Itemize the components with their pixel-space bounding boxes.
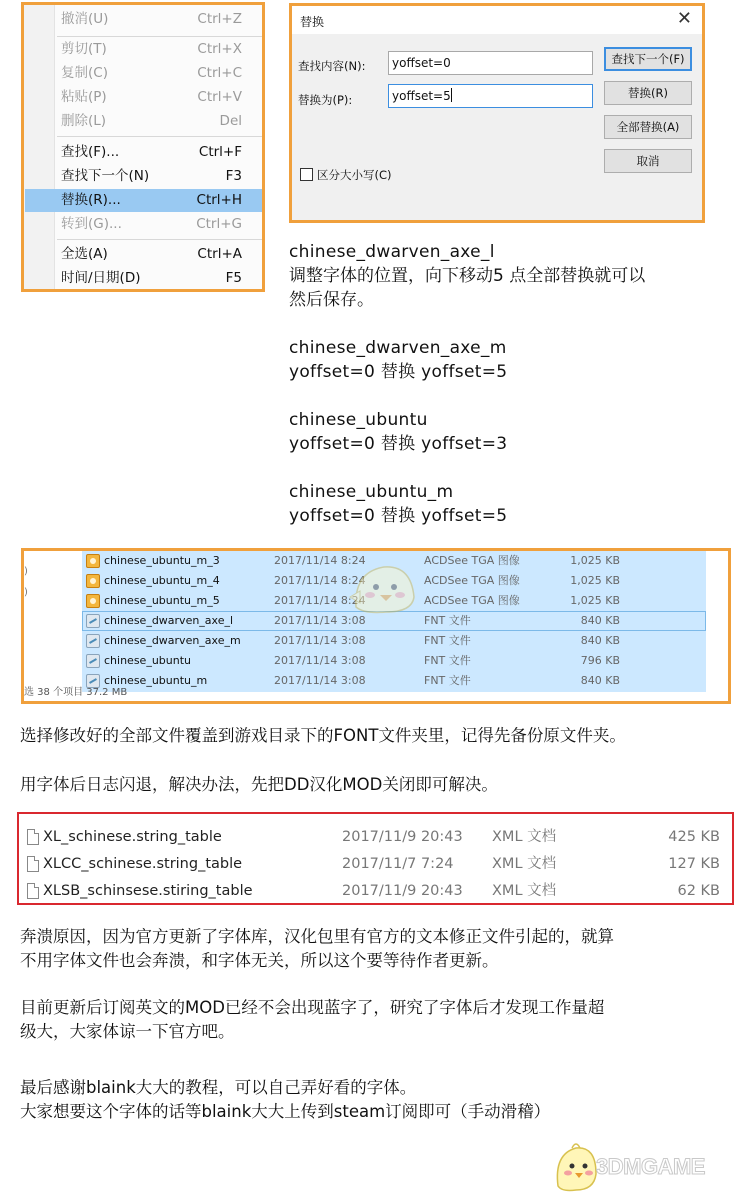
tree-marker: )	[24, 587, 28, 598]
cancel-button[interactable]: 取消	[604, 149, 692, 173]
menu-item-time-date[interactable]	[55, 267, 262, 290]
file-type: ACDSee TGA 图像	[424, 594, 520, 607]
menu-item-label: 撤消(U)	[61, 11, 109, 27]
instruction-line: yoffset=0 替换 yoffset=3	[289, 434, 508, 454]
file-date: 2017/11/14 8:24	[274, 574, 366, 587]
fnt-icon	[86, 614, 100, 628]
find-label: 查找内容(N):	[298, 59, 366, 73]
replace-input-value: yoffset=5	[392, 89, 451, 103]
xml-file-type: XML 文档	[492, 883, 557, 899]
menu-item-shortcut: F5	[225, 270, 242, 286]
file-type: FNT 文件	[424, 654, 471, 667]
file-type: FNT 文件	[424, 614, 471, 627]
file-type: ACDSee TGA 图像	[424, 554, 520, 567]
fnt-icon	[86, 634, 100, 648]
tga-icon	[86, 594, 100, 608]
instruction-line: yoffset=0 替换 yoffset=5	[289, 362, 508, 382]
replace-dialog	[289, 3, 705, 223]
match-case-label: 区分大小写(C)	[317, 168, 392, 182]
menu-item-cut[interactable]	[55, 38, 262, 61]
xml-file-row[interactable]	[19, 851, 732, 878]
menu-item-shortcut: Ctrl+X	[197, 41, 242, 57]
menu-item-label: 替换(R)...	[61, 192, 121, 208]
xml-file-size: 62 KB	[677, 883, 720, 899]
menu-item-paste[interactable]	[55, 86, 262, 109]
paragraph-thanks: 最后感谢blaink大大的教程，可以自己弄好看的字体。	[20, 1078, 417, 1097]
fnt-icon	[86, 654, 100, 668]
file-row[interactable]	[82, 671, 706, 691]
file-date: 2017/11/14 3:08	[274, 634, 366, 647]
paragraph-update-note: 级大，大家体谅一下官方吧。	[20, 1022, 235, 1041]
find-next-button[interactable]: 查找下一个(F)	[604, 47, 692, 71]
document-icon	[27, 856, 39, 872]
paragraph-update-note: 目前更新后订阅英文的MOD已经不会出现蓝字了，研究了字体后才发现工作量超	[20, 998, 605, 1017]
mascot-watermark-icon	[336, 557, 426, 617]
menu-item-select-all[interactable]	[55, 243, 262, 266]
font-name-ubuntu: chinese_ubuntu	[289, 410, 428, 430]
file-type: ACDSee TGA 图像	[424, 574, 520, 587]
menu-item-undo[interactable]	[55, 8, 262, 31]
xml-file-list	[17, 812, 734, 905]
menu-item-label: 复制(C)	[61, 65, 108, 81]
file-size: 840 KB	[580, 674, 620, 687]
file-name: chinese_ubuntu_m	[104, 674, 208, 687]
xml-file-name: XLCC_schinese.string_table	[43, 856, 243, 872]
paragraph-thanks: 大家想要这个字体的话等blaink大大上传到steam订阅即可（手动滑稽）	[20, 1102, 551, 1121]
menu-separator	[57, 36, 262, 37]
menu-item-label: 转到(G)...	[61, 216, 122, 232]
menu-item-label: 剪切(T)	[61, 41, 107, 57]
close-icon[interactable]: ✕	[676, 8, 692, 29]
file-date: 2017/11/14 3:08	[274, 674, 366, 687]
file-size: 840 KB	[580, 614, 620, 627]
file-name: chinese_ubuntu_m_4	[104, 574, 220, 587]
menu-item-shortcut: F3	[225, 168, 242, 184]
menu-separator	[57, 136, 262, 137]
file-date: 2017/11/14 3:08	[274, 654, 366, 667]
menu-gutter	[24, 5, 54, 289]
xml-file-date: 2017/11/9 20:43	[342, 829, 463, 845]
menu-item-label: 时间/日期(D)	[61, 270, 141, 286]
menu-item-shortcut: Ctrl+H	[196, 192, 242, 208]
document-icon	[27, 829, 39, 845]
mascot-logo-icon	[550, 1140, 600, 1194]
file-size: 1,025 KB	[570, 574, 620, 587]
menu-item-copy[interactable]	[55, 62, 262, 85]
instruction-line: yoffset=0 替换 yoffset=5	[289, 506, 508, 526]
menu-separator	[57, 239, 262, 240]
font-name-ubuntu-m: chinese_ubuntu_m	[289, 482, 454, 502]
edit-context-menu	[21, 2, 265, 292]
file-row[interactable]	[82, 651, 706, 671]
xml-file-type: XML 文档	[492, 856, 557, 872]
file-name: chinese_ubuntu_m_5	[104, 594, 220, 607]
file-date: 2017/11/14 3:08	[274, 614, 366, 627]
menu-item-shortcut: Ctrl+G	[196, 216, 242, 232]
menu-item-find[interactable]	[55, 141, 262, 164]
font-name-axe-m: chinese_dwarven_axe_m	[289, 338, 507, 358]
xml-file-size: 425 KB	[668, 829, 720, 845]
replace-label: 替换为(P):	[298, 93, 353, 107]
menu-items-container	[54, 5, 262, 289]
file-name: chinese_ubuntu_m_3	[104, 554, 220, 567]
file-name: chinese_ubuntu	[104, 654, 191, 667]
find-input-value: yoffset=0	[392, 56, 451, 70]
xml-file-date: 2017/11/9 20:43	[342, 883, 463, 899]
xml-file-name: XL_schinese.string_table	[43, 829, 222, 845]
paragraph-crash-reason: 不用字体文件也会奔溃，和字体无关，所以这个要等待作者更新。	[20, 951, 499, 970]
file-row[interactable]	[82, 631, 706, 651]
dialog-title: 替换	[300, 15, 325, 29]
menu-item-delete[interactable]	[55, 110, 262, 133]
menu-item-shortcut: Ctrl+F	[198, 144, 242, 160]
menu-item-label: 查找下一个(N)	[61, 168, 150, 184]
xml-file-type: XML 文档	[492, 829, 557, 845]
menu-item-goto[interactable]	[55, 213, 262, 236]
document-icon	[27, 883, 39, 899]
menu-item-shortcut: Ctrl+Z	[197, 11, 242, 27]
menu-item-shortcut: Ctrl+V	[197, 89, 242, 105]
site-watermark	[550, 1140, 740, 1194]
tree-marker: )	[24, 566, 28, 577]
file-name: chinese_dwarven_axe_l	[104, 614, 234, 627]
file-size: 840 KB	[580, 634, 620, 647]
file-size: 796 KB	[580, 654, 620, 667]
menu-item-find-next[interactable]	[55, 165, 262, 188]
file-date: 2017/11/14 8:24	[274, 594, 366, 607]
instruction-line: 调整字体的位置，向下移动5 点全部替换就可以	[289, 266, 646, 286]
text-caret	[451, 88, 452, 102]
xml-file-row[interactable]	[19, 878, 732, 905]
xml-file-name: XLSB_schinsese.stiring_table	[43, 883, 253, 899]
xml-file-date: 2017/11/7 7:24	[342, 856, 454, 872]
watermark-text: 3DMGAME	[596, 1154, 705, 1179]
file-name: chinese_dwarven_axe_m	[104, 634, 241, 647]
file-type: FNT 文件	[424, 674, 471, 687]
paragraph-copy-files: 选择修改好的全部文件覆盖到游戏目录下的FONT文件夹里，记得先备份原文件夹。	[20, 726, 626, 745]
instruction-line: 然后保存。	[289, 290, 374, 310]
tga-icon	[86, 554, 100, 568]
file-size: 1,025 KB	[570, 554, 620, 567]
menu-item-label: 全选(A)	[61, 246, 108, 262]
menu-item-shortcut: Ctrl+A	[197, 246, 242, 262]
find-input[interactable]	[388, 51, 593, 75]
xml-file-size: 127 KB	[668, 856, 720, 872]
replace-button[interactable]: 替换(R)	[604, 81, 692, 105]
file-date: 2017/11/14 8:24	[274, 554, 366, 567]
dialog-body	[292, 34, 702, 220]
match-case-checkbox[interactable]	[300, 168, 313, 181]
menu-item-shortcut: Ctrl+C	[197, 65, 242, 81]
replace-input[interactable]	[388, 84, 593, 108]
status-bar-text: 选 38 个项目 37.2 MB	[24, 687, 128, 698]
paragraph-crash-reason: 奔溃原因，因为官方更新了字体库，汉化包里有官方的文本修正文件引起的，就算	[20, 927, 614, 946]
paragraph-crash-fix: 用字体后日志闪退，解决办法，先把DD汉化MOD关闭即可解决。	[20, 775, 498, 794]
menu-item-label: 删除(L)	[61, 113, 107, 129]
menu-item-label: 粘贴(P)	[61, 89, 107, 105]
font-name-axe-l: chinese_dwarven_axe_l	[289, 242, 495, 262]
tga-icon	[86, 574, 100, 588]
menu-item-shortcut: Del	[219, 113, 242, 129]
replace-all-button[interactable]: 全部替换(A)	[604, 115, 692, 139]
menu-item-label: 查找(F)...	[61, 144, 120, 160]
file-type: FNT 文件	[424, 634, 471, 647]
file-size: 1,025 KB	[570, 594, 620, 607]
xml-file-row[interactable]	[19, 824, 732, 851]
file-explorer-list	[21, 548, 731, 704]
menu-item-replace[interactable]	[25, 189, 262, 212]
